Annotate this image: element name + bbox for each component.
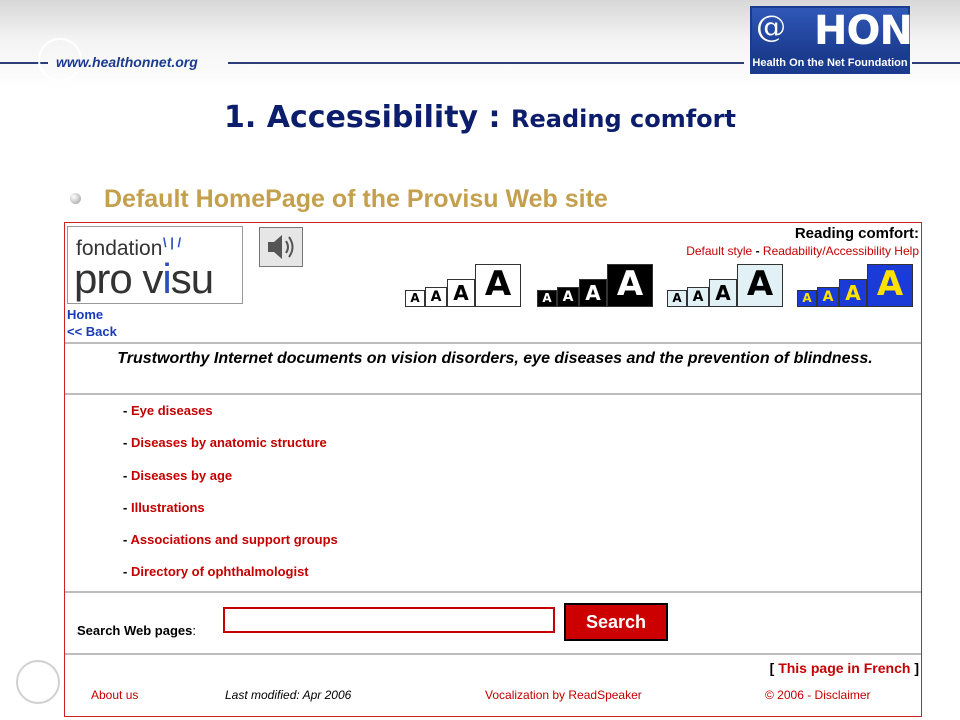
size-a-lg[interactable]: A <box>607 264 653 307</box>
menu-item-illustrations[interactable] <box>123 500 338 532</box>
provisu-logo-fondation: fondation <box>76 237 163 260</box>
menu-dash: - <box>123 403 128 418</box>
size-a-sm[interactable]: A <box>425 287 447 307</box>
menu-link[interactable]: Associations and support groups <box>130 532 338 548</box>
slide-title-sub: Reading comfort <box>511 105 736 133</box>
menu-link[interactable]: Illustrations <box>130 499 205 515</box>
menu-item-by-age[interactable] <box>123 468 338 500</box>
menu-dash: - <box>123 467 128 483</box>
reading-comfort-links <box>686 244 919 258</box>
divider <box>65 393 921 395</box>
hon-logo-banner <box>752 8 912 54</box>
size-a-sm[interactable]: A <box>687 287 709 307</box>
home-link[interactable]: Home <box>67 307 104 322</box>
provisu-logo-name <box>74 255 213 303</box>
menu-item-anatomic-structure[interactable] <box>123 435 338 467</box>
hon-logo-subtitle: Health On the Net Foundation <box>752 54 908 72</box>
eye-rays-icon: \ | / <box>163 235 182 250</box>
decor-line-top-right <box>912 62 960 64</box>
size-a-xs[interactable]: A <box>797 290 817 307</box>
provisu-logo-pro: pro v <box>74 255 163 302</box>
last-modified: Last modified: Apr 2006 <box>225 688 352 702</box>
menu-link[interactable]: Eye diseases <box>130 403 213 418</box>
menu-link[interactable]: Diseases by age <box>130 467 233 483</box>
menu-dash: - <box>123 499 128 515</box>
speaker-icon-svg <box>260 228 302 266</box>
menu-item-eye-diseases[interactable] <box>123 403 338 435</box>
reading-comfort-separator: - <box>755 244 760 258</box>
bracket-open: [ <box>769 660 775 676</box>
size-a-xs[interactable]: A <box>667 290 687 307</box>
menu-item-associations[interactable] <box>123 532 338 564</box>
site-footer <box>65 680 921 716</box>
bullet-text: Default HomePage of the Provisu Web site <box>104 185 608 213</box>
divider <box>65 591 921 593</box>
menu-dash: - <box>123 435 128 451</box>
size-a-sm[interactable]: A <box>817 287 839 307</box>
at-icon: @ <box>756 10 786 45</box>
style-set-blue-yellow[interactable] <box>797 263 913 307</box>
decor-circle-bottom <box>16 660 60 704</box>
size-a-md[interactable]: A <box>447 279 475 307</box>
bracket-close: ] <box>914 660 919 676</box>
slide-title <box>0 100 960 135</box>
site-url[interactable]: www.healthonnet.org <box>56 54 198 70</box>
divider <box>65 653 921 655</box>
slide-title-main: 1. Accessibility <box>224 100 479 135</box>
provisu-logo-su: su <box>170 255 214 302</box>
size-a-md[interactable]: A <box>839 279 867 307</box>
copyright-disclaimer-link[interactable]: © 2006 - Disclaimer <box>765 688 871 702</box>
size-a-lg[interactable]: A <box>475 264 521 307</box>
style-set-default[interactable] <box>405 263 521 307</box>
hon-logo[interactable] <box>750 6 910 74</box>
default-style-link[interactable]: Default style <box>686 244 753 258</box>
topic-menu <box>123 403 338 597</box>
french-version <box>770 660 919 676</box>
style-set-high-contrast[interactable] <box>537 263 653 307</box>
french-version-link[interactable]: This page in French <box>778 660 911 676</box>
decor-line-top-mid <box>228 62 744 64</box>
hon-logo-text: HON <box>814 8 912 54</box>
about-us-link[interactable]: About us <box>91 688 139 702</box>
readspeaker-link[interactable]: Vocalization by ReadSpeaker <box>485 688 642 702</box>
reading-comfort-title: Reading comfort: <box>794 225 919 242</box>
size-a-md[interactable]: A <box>579 279 607 307</box>
search-button[interactable]: Search <box>564 603 668 641</box>
size-a-xs[interactable]: A <box>405 290 425 307</box>
size-a-lg[interactable]: A <box>737 264 783 307</box>
menu-link[interactable]: Directory of ophthalmologist <box>130 564 309 580</box>
accessibility-help-link[interactable]: Readability/Accessibility Help <box>762 244 919 258</box>
bullet-icon <box>70 193 81 204</box>
menu-link[interactable]: Diseases by anatomic structure <box>130 435 327 451</box>
search-label-colon: : <box>192 623 196 638</box>
speaker-icon[interactable] <box>259 227 303 267</box>
menu-dash: - <box>123 532 128 548</box>
size-a-xs[interactable]: A <box>537 290 557 307</box>
website-screenshot <box>64 222 922 717</box>
size-a-sm[interactable]: A <box>557 287 579 307</box>
search-input[interactable] <box>223 607 555 633</box>
search-label-text: Search Web pages <box>77 623 193 638</box>
divider <box>65 342 921 344</box>
size-a-lg[interactable]: A <box>867 264 913 307</box>
provisu-logo[interactable] <box>67 226 243 304</box>
search-label <box>77 623 196 638</box>
provisu-logo-i: i <box>162 255 171 302</box>
back-link[interactable]: << Back <box>67 324 117 339</box>
site-tagline: Trustworthy Internet documents on vision disorders, eye diseases and the prevention of blindness. <box>117 350 873 367</box>
size-a-md[interactable]: A <box>709 279 737 307</box>
menu-dash: - <box>123 564 128 580</box>
style-set-light-blue[interactable] <box>667 263 783 307</box>
slide-title-separator: : <box>478 100 511 135</box>
